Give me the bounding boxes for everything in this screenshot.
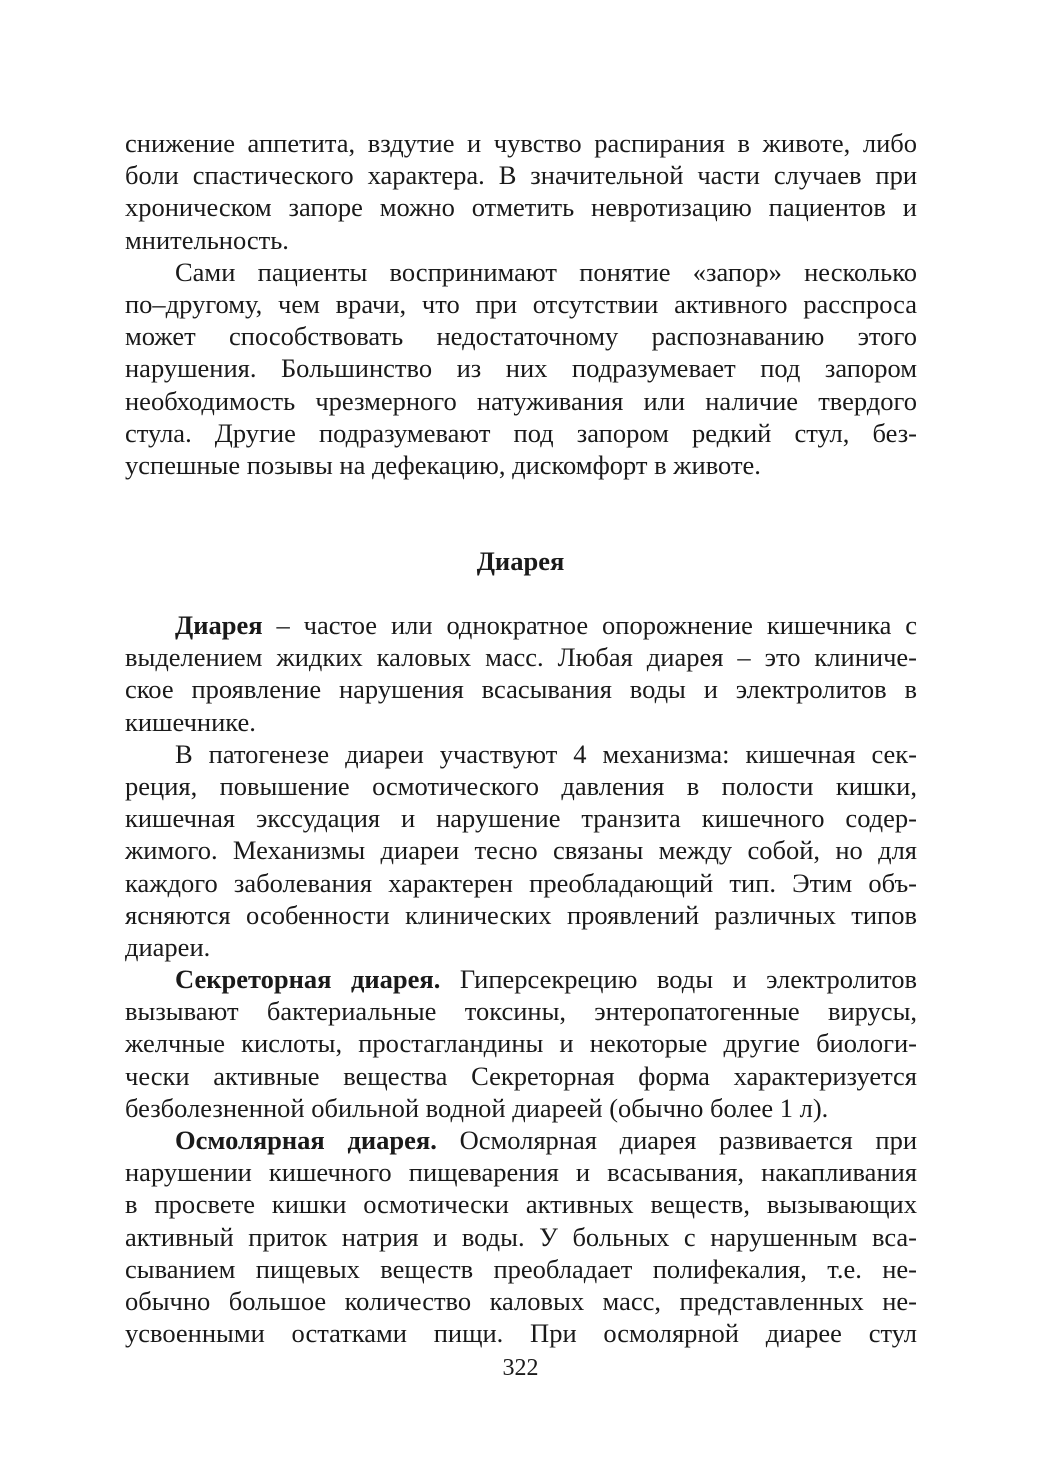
text-line: ясняются особенности клинических проявлений различных типов (125, 899, 917, 930)
paragraph-block-constipation (125, 127, 917, 481)
text-span: Осмолярная диарея развивается при (436, 1125, 917, 1155)
text-line: нарушения. Большинство из них подразумевает под запором (125, 353, 917, 384)
text-line: усвоенными остатками пищи. При осмолярной диарее стул (125, 1318, 917, 1349)
text-span: Гиперсекрецию воды и электролитов (440, 964, 918, 995)
text-line: стула. Другие подразумевают под запором редкий стул, без- (125, 417, 917, 448)
text-line: снижение аппетита, вздутие и чувство распирания в животе, либо (125, 128, 917, 158)
page-number: 322 (502, 1355, 539, 1381)
text-line: кишечная экссудация и нарушение транзита кишечного содер- (125, 803, 917, 834)
text-line: Сами пациенты воспринимают понятие «запор» несколько (175, 256, 917, 287)
text-line: чески активные вещества Секреторная форма характеризуется (125, 1060, 917, 1091)
section-heading: Диарея (476, 546, 565, 576)
text-line: вызывают бактериальные токсины, энтеропатогенные вирусы, (125, 996, 917, 1027)
text-line: кишечнике. (125, 706, 256, 737)
text-line: В патогенезе диареи участвуют 4 механизма: кишечная сек- (175, 738, 917, 769)
text-line (125, 609, 917, 641)
text-line: хроническом запоре можно отметить невротизацию пациентов и (125, 192, 917, 223)
text-line: нарушении кишечного пищеварения и всасывания, накапливания (125, 1157, 917, 1188)
text-line: безболезненной обильной водной диареей (обычно более 1 л). (125, 1092, 829, 1123)
text-line: необходимость чрезмерного натуживания или наличие твердого (125, 385, 917, 416)
text-line: каждого заболевания характерен преобладающий тип. Этим объ- (125, 867, 917, 898)
text-line: ское проявление нарушения всасывания воды и электролитов в (125, 674, 917, 705)
text-line: успешные позывы на дефекацию, дискомфорт в животе. (125, 449, 761, 480)
text-line: мнительность. (125, 224, 289, 255)
text-line: в просвете кишки осмотически активных веществ, вызывающих (125, 1189, 917, 1220)
text-line: активный приток натрия и воды. У больных с нарушенным вса- (125, 1221, 917, 1252)
term-bold: Диарея (175, 610, 263, 640)
text-line: по–другому, чем врачи, что при отсутствии активного расспроса (125, 288, 917, 319)
term-bold: Осмолярная диарея. (175, 1125, 437, 1155)
text-line: может способствовать недостаточному распознаванию этого (125, 321, 917, 352)
text-line: желчные кислоты, простагландины и некоторые другие биологи- (125, 1028, 917, 1059)
text-line: боли спастического характера. В значительной части случаев при (125, 160, 917, 191)
text-line: диареи. (125, 931, 211, 962)
text-line: сыванием пищевых веществ преобладает полифекалия, т.е. не- (125, 1253, 917, 1284)
paragraph-block-diarrhea (125, 609, 917, 1349)
text-line: выделением жидких каловых масс. Любая диарея – это клиниче- (125, 642, 917, 673)
text-line: обычно большое количество каловых масс, представленных не- (125, 1285, 917, 1316)
text-span: – частое или однократное опорожнение кишечника с (262, 610, 917, 640)
text-line: реция, повышение осмотического давления в полости кишки, (125, 770, 917, 801)
text-line (125, 1124, 917, 1156)
text-line: жимого. Механизмы диареи тесно связаны между собой, но для (125, 835, 917, 866)
term-bold: Секреторная диарея. (175, 964, 441, 995)
text-line (125, 963, 917, 995)
